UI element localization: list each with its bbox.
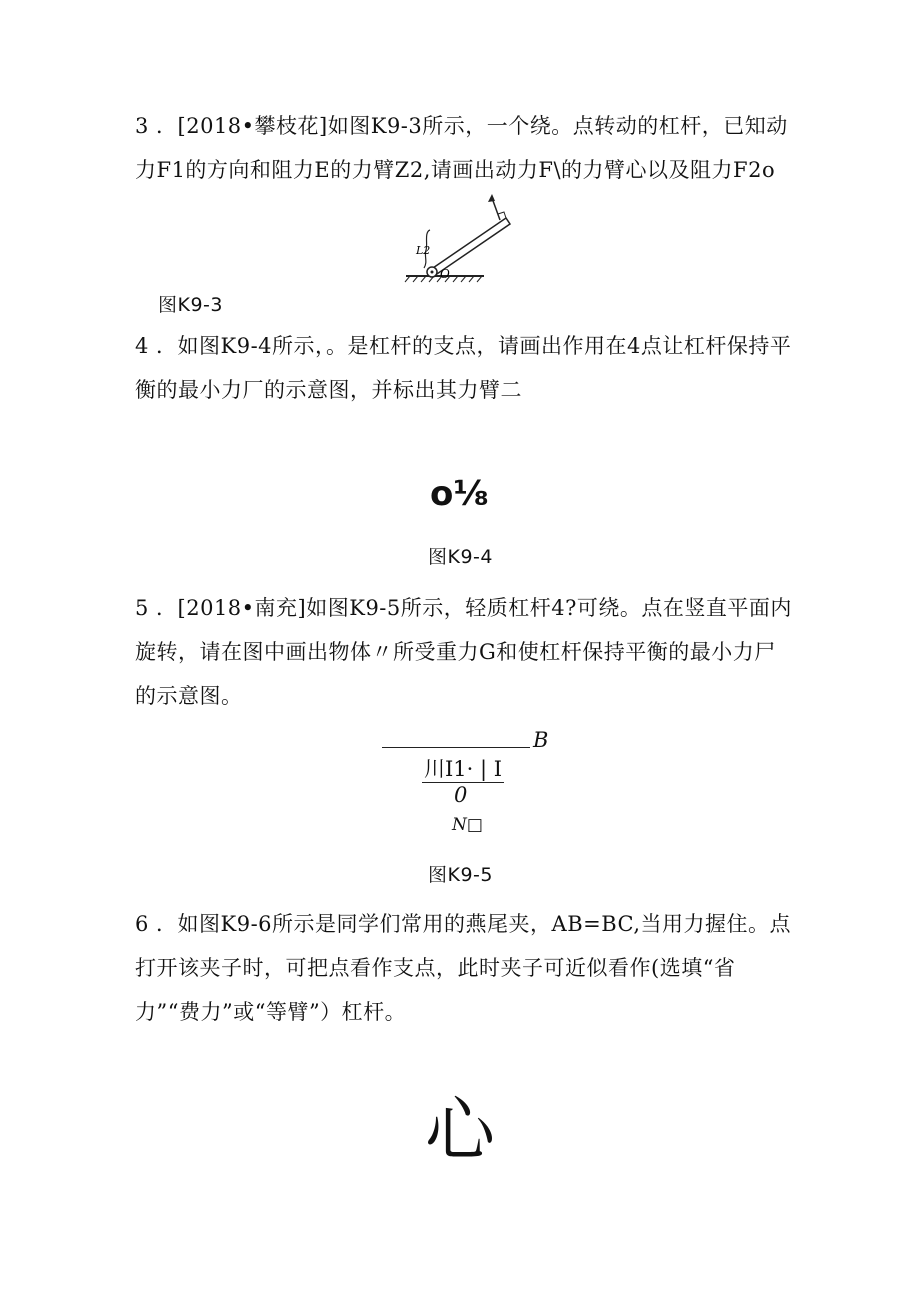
lever-line — [382, 747, 530, 748]
figure-caption-k9-3: 图K9-3 — [158, 294, 223, 316]
question-6-text: 6 ．如图K9-6所示是同学们常用的燕尾夹，AB=BC,当用力握住。点打开该夹子时，可把点看作支点，此时夹子可近似看作(选填“省力”“费力”或“等臂”）杠杆。 — [135, 912, 792, 1024]
figure-caption-k9-4: 图K9-4 — [428, 546, 493, 568]
label-b: B — [533, 728, 549, 752]
figure-k9-4: o⅛ — [430, 474, 489, 514]
figure-k9-6: 心 — [425, 1089, 495, 1171]
label-l2: L2 — [416, 244, 431, 257]
question-5-text: 5 ．[2018•南充]如图K9-5所示，轻质杠杆4?可绕。点在竖直平面内旋转，请在图中画出物体〃所受重力G和使杠杆保持平衡的最小力尸的示意图。 — [135, 596, 792, 708]
label-a-k9-5: N□ — [452, 815, 483, 835]
figure-caption-k9-5: 图K9-5 — [428, 864, 493, 886]
label-o-k9-5: 0 — [454, 783, 468, 807]
figure-k9-5-body: 川I1· | I — [424, 757, 503, 781]
lever-figure-k9-3 — [400, 190, 520, 286]
label-o: O — [440, 267, 450, 281]
question-3-text: 3 ．[2018•攀枝花]如图K9-3所示，一个绕。点转动的杠杆，已知动力F1的方向和阻力E的力臂Z2,请画出动力F\的力臂心以及阻力F2o — [135, 114, 788, 182]
question-4-text: 4 ．如图K9-4所示，。是杠杆的支点，请画出作用在4点让杠杆保持平衡的最小力厂的示意图，并标出其力臂二 — [135, 334, 792, 402]
